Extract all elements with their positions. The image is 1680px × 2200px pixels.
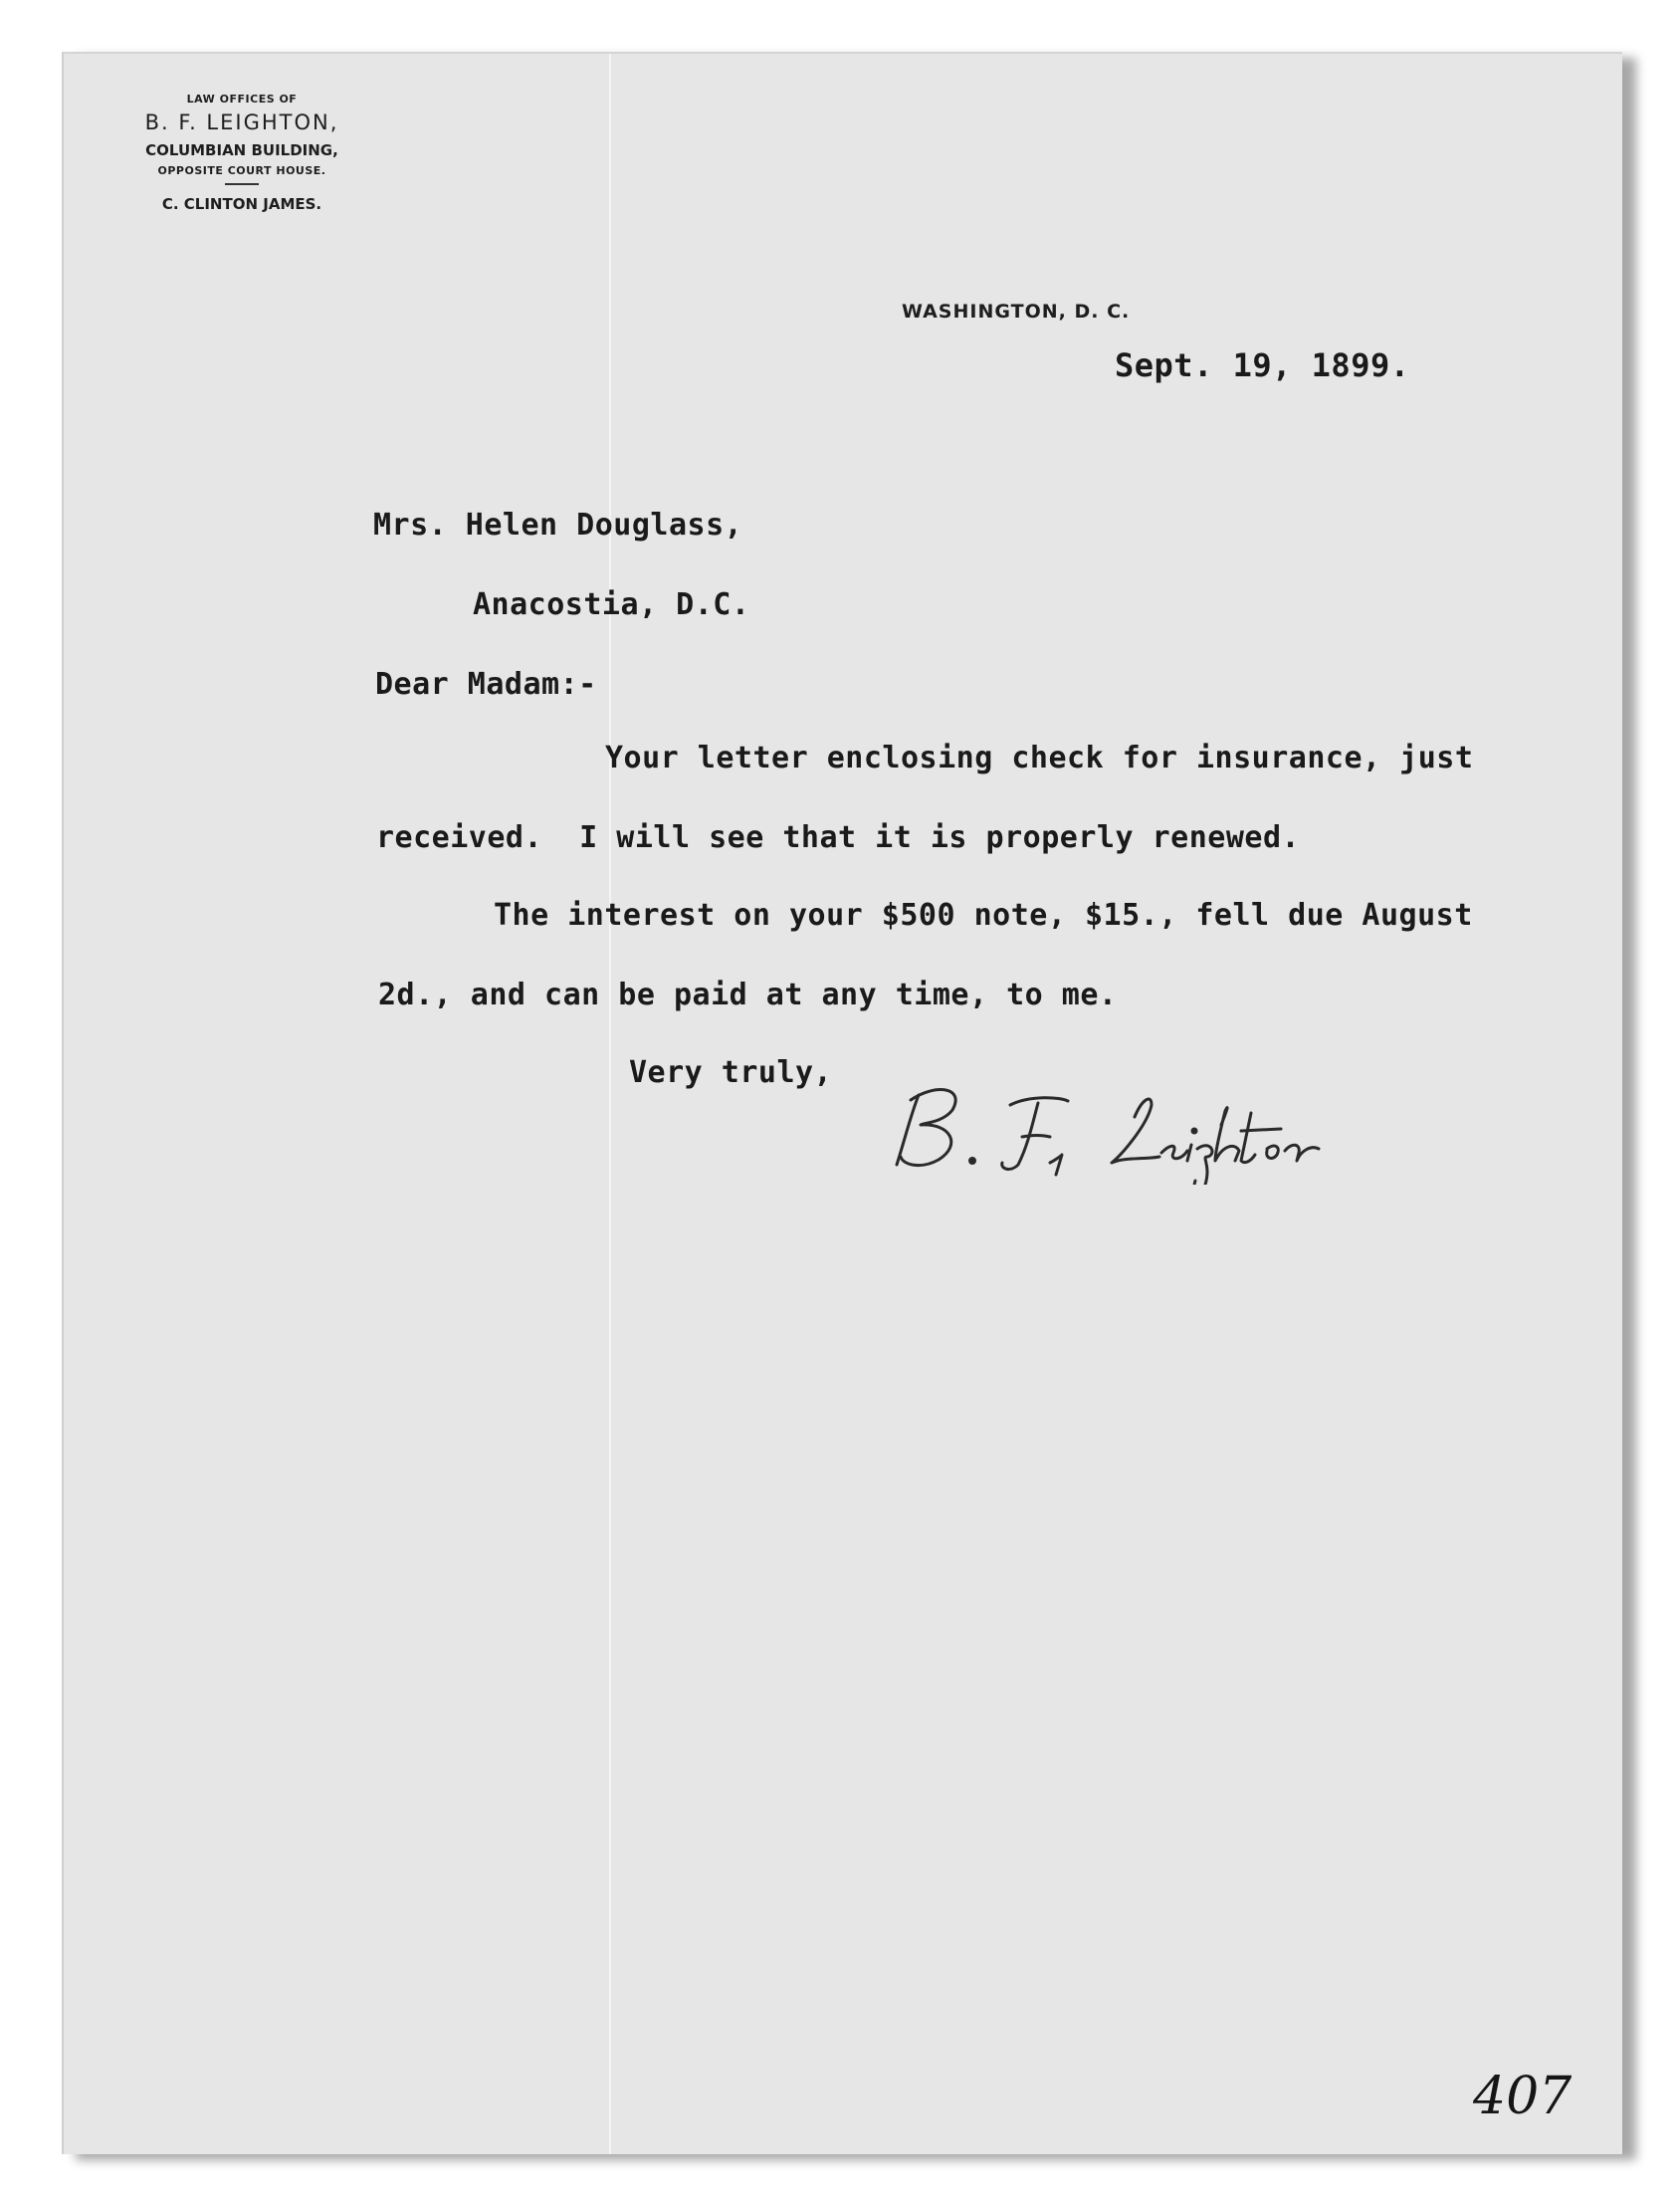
letterhead-location: OPPOSITE COURT HOUSE. — [157, 164, 326, 177]
letterhead-law-offices: LAW OFFICES OF — [186, 93, 298, 106]
body-line-1: Your letter enclosing check for insurance, just — [605, 741, 1474, 775]
closing: Very truly, — [629, 1055, 833, 1090]
paper-fold — [609, 54, 611, 2154]
salutation: Dear Madam:- — [375, 667, 597, 702]
body-line-2: received. I will see that it is properly renewed. — [376, 820, 1301, 855]
letterhead-name: B. F. LEIGHTON, — [144, 110, 339, 134]
letterhead-building: COLUMBIAN BUILDING, — [145, 141, 338, 159]
body-line-3: The interest on your $500 note, $15., fell due August — [494, 898, 1473, 933]
page-number: 407 — [1473, 2067, 1573, 2126]
date-line: Sept. 19, 1899. — [1115, 346, 1410, 384]
letterhead — [117, 92, 366, 217]
letterhead-rule — [225, 183, 259, 185]
place-line: WASHINGTON, D. C. — [902, 301, 1131, 323]
body-line-4: 2d., and can be paid at any time, to me. — [378, 978, 1118, 1012]
handwritten-signature — [891, 1065, 1368, 1185]
letterhead-associate: C. CLINTON JAMES. — [161, 195, 322, 213]
recipient-name: Mrs. Helen Douglass, — [373, 508, 743, 543]
recipient-address: Anacostia, D.C. — [473, 587, 750, 622]
